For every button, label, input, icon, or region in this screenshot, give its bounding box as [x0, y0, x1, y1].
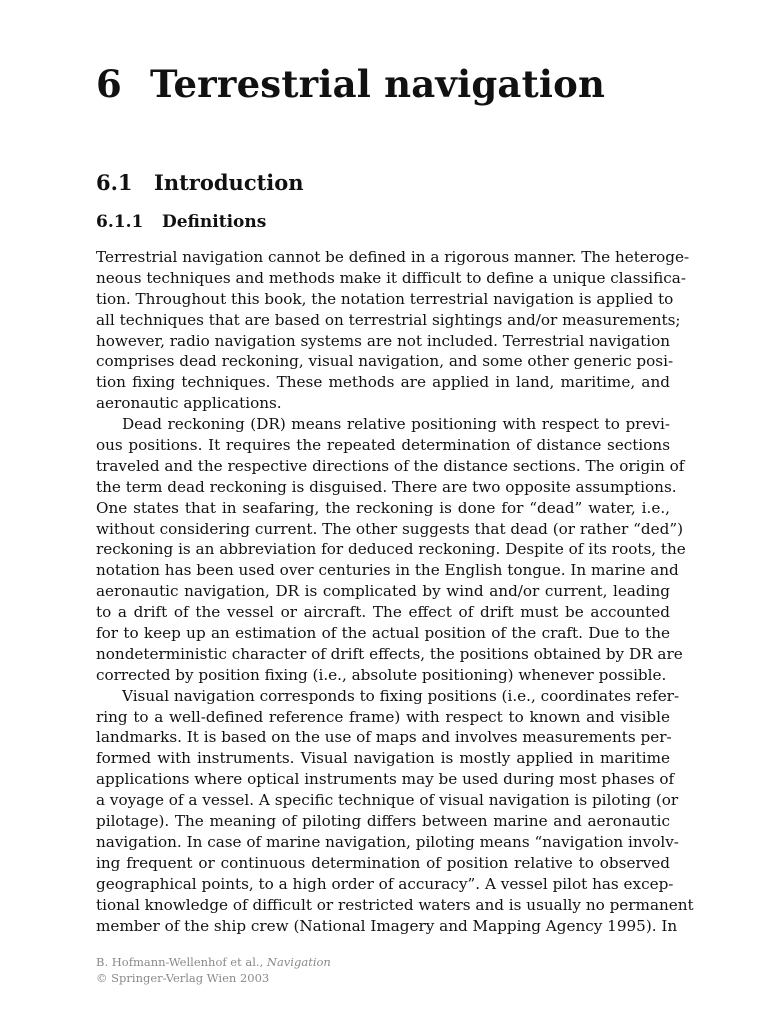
paragraph-line: Visual navigation corresponds to fixing positions (i.e., coordinates refer-: [122, 686, 680, 705]
paragraph-line: applications where optical instruments may be used during most phases of: [96, 770, 675, 789]
paragraph-line: navigation. In case of marine navigation, piloting means “navigation involv-: [96, 832, 679, 851]
section-title: Introduction: [154, 170, 304, 195]
paragraph-line: a voyage of a vessel. A specific technique of visual navigation is piloting (or: [96, 791, 679, 810]
page-footer: [96, 954, 331, 986]
paragraph-line: neous techniques and methods make it difficult to define a unique classifica-: [96, 268, 686, 287]
paragraph-line: ing frequent or continuous determination of position relative to observed: [96, 853, 670, 872]
subsection-number: 6.1.1: [96, 212, 144, 232]
citation-line: [96, 954, 331, 970]
paragraph-line: nondeterministic character of drift effects, the positions obtained by DR are: [96, 644, 683, 663]
paragraph-line: Dead reckoning (DR) means relative positioning with respect to previ-: [122, 415, 670, 434]
paragraph-line: the term dead reckoning is disguised. There are two opposite assumptions.: [96, 477, 677, 496]
paragraph-line: traveled and the respective directions of the distance sections. The origin of: [96, 456, 685, 475]
paragraph-line: pilotage). The meaning of piloting differs between marine and aeronautic: [96, 812, 670, 831]
paragraph-line: to a drift of the vessel or aircraft. The effect of drift must be accounted: [96, 603, 670, 622]
paragraph-line: tional knowledge of difficult or restricted waters and is usually no permanent: [96, 895, 694, 914]
subsection-heading: [96, 212, 266, 232]
chapter-number: 6: [96, 62, 122, 106]
chapter-title: Terrestrial navigation: [149, 62, 606, 106]
chapter-heading: [96, 62, 605, 106]
paragraph-line: corrected by position fixing (i.e., absolute positioning) whenever possible.: [96, 665, 667, 684]
paragraph-line: formed with instruments. Visual navigation is mostly applied in maritime: [96, 749, 670, 768]
subsection-title: Definitions: [162, 212, 267, 232]
paragraph-line: member of the ship crew (National Imagery and Mapping Agency 1995). In: [96, 916, 678, 935]
paragraph-line: aeronautic navigation, DR is complicated by wind and/or current, leading: [96, 582, 670, 601]
paragraph-line: aeronautic applications.: [96, 394, 282, 413]
paragraph-line: for to keep up an estimation of the actual position of the craft. Due to the: [96, 624, 670, 643]
paragraph-line: geographical points, to a high order of accuracy”. A vessel pilot has excep-: [96, 874, 674, 893]
section-heading: [96, 170, 304, 195]
paragraph-line: all techniques that are based on terrestrial sightings and/or measurements;: [96, 310, 681, 329]
paragraph-line: Terrestrial navigation cannot be defined in a rigorous manner. The heteroge-: [96, 248, 690, 266]
paragraph-line: tion. Throughout this book, the notation terrestrial navigation is applied to: [96, 289, 674, 308]
footer-copyright: © Springer-Verlag Wien 2003: [96, 971, 270, 985]
paragraph-line: without considering current. The other suggests that dead (or rather “ded”): [96, 519, 684, 538]
paragraph-line: ring to a well-defined reference frame) with respect to known and visible: [96, 707, 670, 726]
paragraph-line: notation has been used over centuries in the English tongue. In marine and: [96, 561, 679, 580]
paragraph-line: tion fixing techniques. These methods are applied in land, maritime, and: [96, 373, 670, 392]
footer-book-title: Navigation: [266, 955, 331, 969]
footer-authors: B. Hofmann-Wellenhof et al.,: [96, 955, 267, 969]
section-number: 6.1: [96, 170, 133, 195]
paragraph-line: One states that in seafaring, the reckoning is done for “dead” water, i.e.,: [96, 498, 670, 517]
paragraph-line: reckoning is an abbreviation for deduced reckoning. Despite of its roots, the: [96, 540, 686, 559]
paragraph-line: landmarks. It is based on the use of maps and involves measurements per-: [96, 728, 672, 747]
paragraph-line: however, radio navigation systems are not included. Terrestrial navigation: [96, 331, 670, 350]
paragraph-line: ous positions. It requires the repeated determination of distance sections: [96, 436, 670, 455]
paragraph-line: comprises dead reckoning, visual navigation, and some other generic posi-: [96, 352, 674, 371]
body-text: [96, 247, 694, 936]
